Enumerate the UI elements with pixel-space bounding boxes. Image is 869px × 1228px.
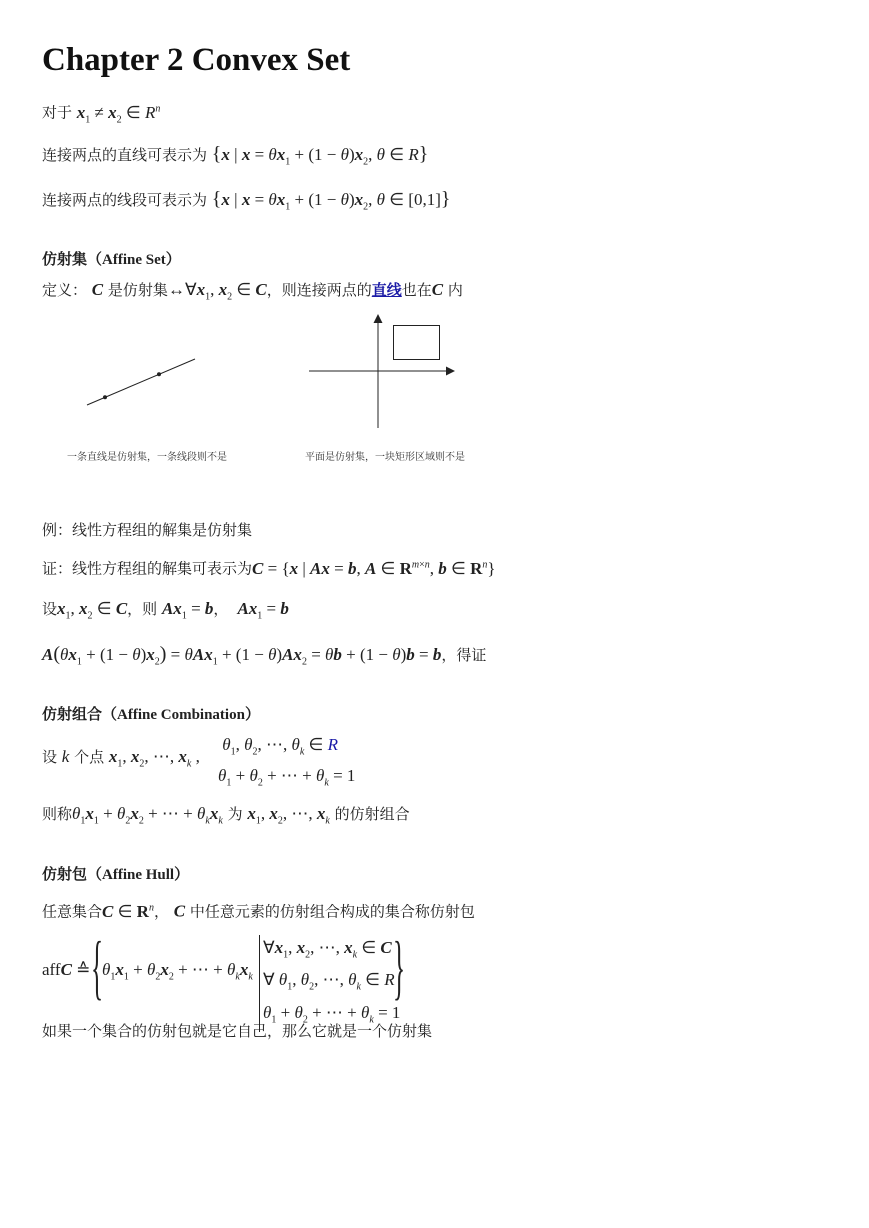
aff-combination: $\theta_1x_1 + \theta_2x_2$ + ⋯ + $\theta_kx_k$ [102, 960, 253, 983]
cond-theta-sum: $\theta_1 + \theta_2$ + ⋯ + $\theta_k = 1$ [263, 1002, 401, 1026]
let-text: 设 [42, 600, 58, 618]
formula-k-points: $x_1$, $x_2$, ⋯, $x_k$ , [108, 747, 200, 770]
theta-sum: $\theta_1 + \theta_2$ + ⋯ + $\theta_k = 1$ [218, 766, 356, 789]
setup-mid: 个点 [74, 748, 105, 766]
formula-combination: $\theta_1x_1 + \theta_2x_2$ + ⋯ + $\theta_kx_k$ [72, 804, 223, 827]
cond-forall-theta: ∀ $\theta_1$, $\theta_2$, ⋯, $\theta_k$ ∈ R [263, 970, 395, 993]
symbol-C: C [91, 280, 104, 299]
formula-points-list: $x_1$, $x_2$, ⋯, $x_k$ [247, 804, 330, 827]
figure-rectangle [394, 326, 440, 360]
aff-conditions [259, 935, 400, 1032]
section-heading-affine-hull [42, 863, 189, 884]
formula-ax1-eq-b-2: $Ax_1 = b$ [237, 599, 289, 622]
figure-line-two-points [80, 350, 205, 410]
let-line [42, 599, 289, 626]
formula-derivation: $A(\theta x_1 + (1 - \theta)x_2) = \theta Ax_1 + (1 - \theta)Ax_2 = \theta b + (1 - \theta)b = b$ [42, 643, 442, 668]
any-mid: ， [153, 902, 169, 921]
figure-y-arrow [374, 314, 383, 323]
formula-segment: {x | $x = \theta x_1 + (1 - \theta)x_2$, θ ∈ [0,1]} [211, 188, 451, 213]
intro-line-1 [42, 99, 160, 130]
then-prefix: 则称 [42, 805, 73, 823]
symbol-k: k [61, 747, 70, 766]
let-comma: ， [213, 600, 229, 618]
final-line: 如果一个集合的仿射包就是它自己，那么它就是一个仿射集 [42, 1022, 433, 1040]
figure-plane-rectangle [305, 312, 460, 432]
formula-distinct-points: $x_1 \ne x_2$ ∈ $R^n$ [76, 102, 161, 126]
affine-comb-heading-cn: 仿射组合 [42, 705, 103, 723]
formula-solution-set: C = {x | Ax = b, A ∈ $R^{m\times n}$, b ∈ $R^n$} [252, 558, 496, 578]
formula-line: {x | $x = \theta x_1 + (1 - \theta)x_2$, θ ∈ R} [211, 143, 429, 168]
intro-line-1-text: 对于 [42, 103, 73, 122]
figure-point-1 [103, 395, 107, 399]
definition-suffix: 也在 [401, 281, 432, 299]
formula-iff-forall: $\leftrightarrow\forall x_1$, $x_2$ ∈ C [167, 280, 267, 303]
intro-line-3-text: 连接两点的线段可表示为 [42, 191, 208, 209]
example-line: 例：线性方程组的解集是仿射集 [42, 521, 253, 539]
affine-comb-definition [42, 804, 410, 831]
affine-set-heading-en: （Affine Set） [87, 252, 181, 268]
any-suffix: 中任意元素的仿射组合构成的集合称仿射包 [189, 902, 475, 921]
formula-let-points: $x_1$, $x_2$ ∈ C [57, 599, 128, 622]
definition-end: 内 [447, 281, 463, 299]
right-brace: } [393, 927, 406, 1007]
theta-membership: $\theta_1$, $\theta_2$, ⋯, $\theta_k$ ∈ R [222, 735, 338, 758]
link-line[interactable]: 直线 [371, 281, 402, 299]
affine-comb-heading-en: （Affine Combination） [102, 707, 260, 723]
affine-set-definition [42, 280, 463, 307]
affine-hull-heading-cn: 仿射包 [42, 865, 88, 883]
aff-label: affC ≙ [42, 960, 91, 979]
let-mid: ，则 [127, 600, 158, 618]
figure-point-2 [157, 372, 161, 376]
section-heading-affine-set [42, 248, 181, 269]
derivation-line [42, 644, 486, 672]
definition-mid: 是仿射集 [107, 281, 168, 299]
affine-hull-definition [42, 898, 475, 922]
any-prefix: 任意集合 [42, 902, 103, 921]
definition-label: 定义： [42, 281, 88, 299]
formula-theta-conditions [218, 733, 355, 796]
proof-line [42, 555, 496, 579]
caption-right: 平面是仿射集，一块矩形区域则不是 [305, 452, 465, 463]
left-brace: { [91, 927, 104, 1007]
formula-C-in-Rn: C ∈ $R^n$ [102, 901, 154, 921]
then-mid: 为 [227, 805, 243, 823]
section-heading-affine-combination [42, 703, 260, 724]
then-suffix: 的仿射组合 [334, 805, 410, 823]
setup-prefix: 设 [42, 748, 58, 766]
caption-left: 一条直线是仿射集，一条线段则不是 [67, 452, 227, 463]
intro-line-2-text: 连接两点的直线可表示为 [42, 146, 208, 164]
symbol-C-2: C [431, 280, 444, 299]
formula-ax1-eq-b: $Ax_1 = b$ [161, 599, 214, 622]
conclude-text: ，得证 [441, 646, 487, 664]
proof-text: 证：线性方程组的解集可表示为 [42, 559, 253, 578]
cond-forall-points: $\forall x_1$, $x_2$, ⋯, $x_k$ ∈ C [263, 938, 392, 961]
affine-hull-heading-en: （Affine Hull） [87, 867, 190, 883]
intro-line-3 [42, 189, 451, 217]
affine-set-heading-cn: 仿射集 [42, 250, 88, 268]
definition-mid2: ，则连接两点的 [266, 281, 372, 299]
intro-line-2 [42, 144, 428, 172]
figure-x-arrow [446, 367, 455, 376]
aff-text: aff [42, 960, 61, 979]
page-title: Chapter 2 Convex Set [42, 42, 351, 78]
affine-comb-setup [42, 747, 200, 774]
symbol-C-3: C [173, 901, 186, 921]
